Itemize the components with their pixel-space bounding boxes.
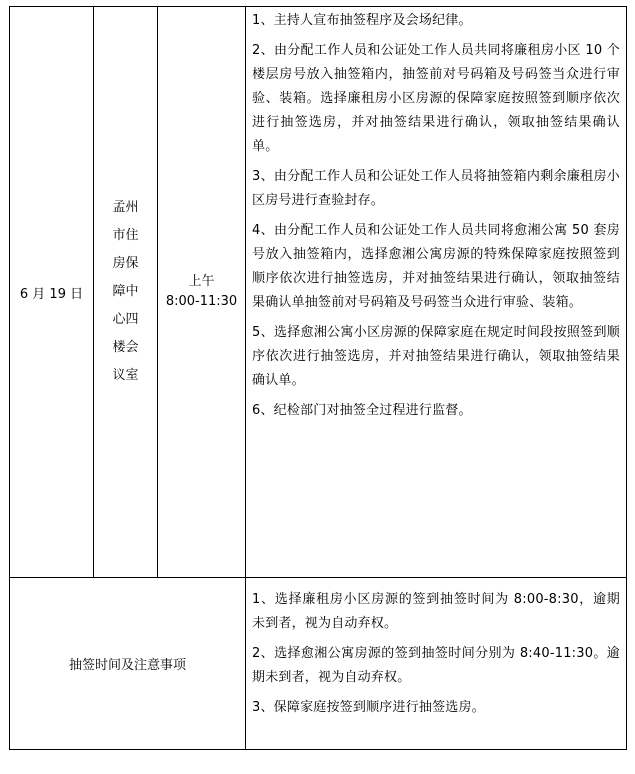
date-text: 6 月 19 日: [19, 286, 84, 302]
procedure-step: 3、由分配工作人员和公证处工作人员将抽签箱内剩余廉租房小区房号进行查验封存。: [252, 169, 620, 208]
procedure-step: 5、选择愈湘公寓小区房源的保障家庭在规定时间段按照签到顺序依次进行抽签选房，并对抽签结果进行确认，领取抽签结果确认单。: [252, 325, 620, 388]
time-range: 8:00-11:30: [165, 294, 238, 309]
time-period: 上午: [188, 274, 215, 289]
note-item: 3、保障家庭按签到顺序进行抽签选房。: [252, 700, 485, 715]
location-cell: [94, 7, 158, 578]
time-cell: [158, 7, 246, 578]
notes-content-cell: [246, 578, 627, 750]
procedure-cell: [246, 7, 627, 578]
note-item: 2、选择愈湘公寓房源的签到抽签时间分别为 8:40-11:30。逾期未到者，视为自动弃权。: [252, 646, 620, 685]
schedule-row: [10, 7, 627, 578]
notes-label-cell: [10, 578, 246, 750]
location-text: 孟州市住房保障中心四楼会议室: [112, 200, 139, 383]
procedure-step: 2、由分配工作人员和公证处工作人员共同将廉租房小区 10 个楼层房号放入抽签箱内，抽签前对号码箱及号码签当众进行审验、装箱。选择廉租房小区房源的保障家庭按照签到顺序依次进行抽签选房，并对抽签结果进行确认，领取抽签结果确认单。: [252, 43, 620, 154]
notes-label: 抽签时间及注意事项: [68, 658, 186, 673]
date-cell: [10, 7, 94, 578]
procedure-step: 1、主持人宣布抽签程序及会场纪律。: [252, 13, 472, 28]
note-item: 1、选择廉租房小区房源的签到抽签时间为 8:00-8:30，逾期未到者，视为自动弃权。: [252, 592, 620, 631]
notes-row: [10, 578, 627, 750]
lottery-schedule-table: [9, 6, 627, 750]
procedure-step: 4、由分配工作人员和公证处工作人员共同将愈湘公寓 50 套房号放入抽签箱内，选择愈湘公寓房源的特殊保障家庭按照签到顺序依次进行抽签选房，并对抽签结果进行确认，领取抽签结果确认单抽签前对号码箱及号码签当众进行审验、装箱。: [252, 223, 620, 310]
procedure-step: 6、纪检部门对抽签全过程进行监督。: [252, 403, 472, 418]
